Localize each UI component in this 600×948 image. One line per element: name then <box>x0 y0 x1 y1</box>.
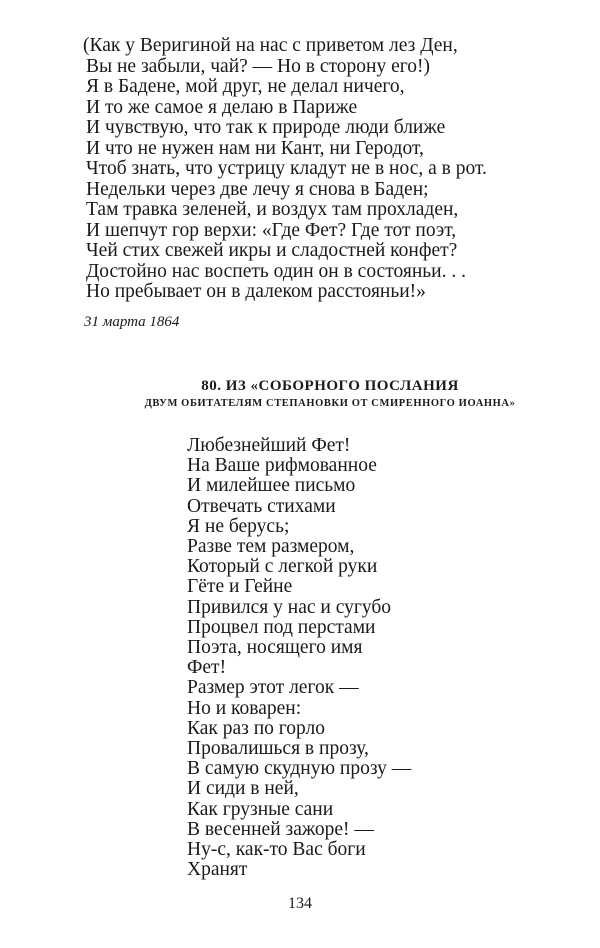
poem-line: И чувствую, что так к природе люди ближе <box>86 117 446 138</box>
poem-line: И что не нужен нам ни Кант, ни Геродот, <box>86 137 424 159</box>
poem-80 <box>187 436 411 880</box>
poem-line: Но пребывает он в далеком расстояньи!» <box>86 281 426 302</box>
poem-line: Размер этот легок — <box>187 677 359 699</box>
poem-line: И сиди в ней, <box>187 778 299 800</box>
page-number: 134 <box>288 895 312 912</box>
poem-line: Достойно нас воспеть один он в состояньи. . . <box>86 260 466 282</box>
poem-fragment <box>83 35 487 303</box>
poem-line: Чей стих свежей икры и сладостней конфет? <box>86 240 458 261</box>
poem-line: Как раз по горло <box>187 717 326 739</box>
poem-line: Любезнейший Фет! <box>187 435 351 456</box>
poem-line: Ну-с, как-то Вас боги <box>187 839 366 861</box>
poem-line: В весенней зажоре! — <box>187 818 374 840</box>
poem-line: На Ваше рифмованное <box>187 455 377 477</box>
section-heading: 80. ИЗ «СОБОРНОГО ПОСЛАНИЯ <box>201 378 459 394</box>
poem-line: Я не берусь; <box>187 515 290 537</box>
poem-line: Хранят <box>187 859 248 881</box>
poem-line: Вы не забыли, чай? — Но в сторону его!) <box>86 55 430 77</box>
poem-line: Чтоб знать, что устрицу кладут не в нос, а в рот. <box>86 158 487 179</box>
poem-line: И то же самое я делаю в Париже <box>86 96 358 118</box>
poem-line: Отвечать стихами <box>187 495 336 517</box>
poem-line: Провалишься в прозу, <box>187 738 369 760</box>
poem-line: И шепчут гор верхи: «Где Фет? Где тот поэт, <box>86 219 457 241</box>
section-subheading: ДВУМ ОБИТАТЕЛЯМ СТЕПАНОВКИ ОТ СМИРЕННОГО ИОАННА» <box>144 398 516 409</box>
poem-line: Гёте и Гейне <box>187 576 293 598</box>
poem-line: Но и коварен: <box>187 697 302 719</box>
poem-line: Разве тем размером, <box>187 536 355 558</box>
poem-line: (Как у Веригиной на нас с приветом лез Ден, <box>83 35 458 56</box>
poem-line: Недельки через две лечу я снова в Баден; <box>86 178 429 200</box>
poem-line: В самую скудную прозу — <box>187 758 412 780</box>
poem-line: Как грузные сани <box>187 798 334 820</box>
poem-line: Который с легкой руки <box>187 556 378 578</box>
poem-line: Процвел под перстами <box>187 616 376 638</box>
poem-line: И милейшее письмо <box>187 475 356 497</box>
poem-date: 31 марта 1864 <box>84 314 180 330</box>
poem-line: Поэта, носящего имя <box>187 637 363 659</box>
poem-line: Привился у нас и сугубо <box>187 596 392 618</box>
poem-line: Там травка зеленей, и воздух там прохладен, <box>86 199 459 220</box>
poem-line: Я в Бадене, мой друг, не делал ничего, <box>86 76 405 97</box>
poem-line: Фет! <box>187 657 227 679</box>
